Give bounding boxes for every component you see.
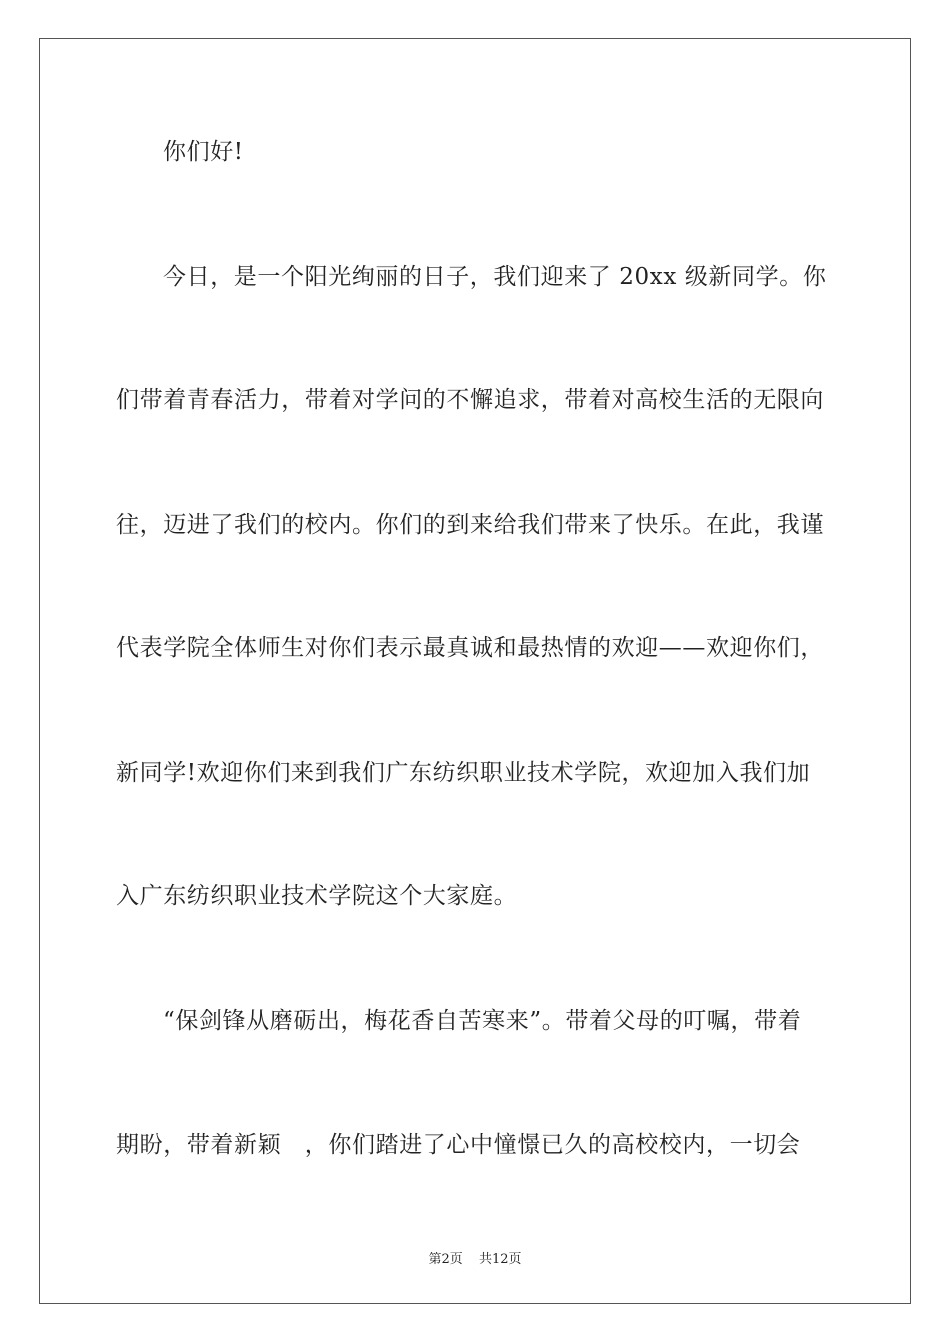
page-frame <box>39 38 911 1304</box>
paragraph-line: 入广东纺织职业技术学院这个大家庭。 <box>116 883 518 909</box>
greeting-line: 你们好! <box>163 139 244 165</box>
page-footer <box>0 1248 950 1267</box>
paragraph-line: 新同学!欢迎你们来到我们广东纺织职业技术学院，欢迎加入我们加 <box>116 760 811 786</box>
paragraph-line: 期盼，带着新颖 ，你们踏进了心中憧憬已久的高校校内，一切会 <box>116 1132 801 1158</box>
page-number: 第2页 <box>428 1252 463 1267</box>
paragraph-line: 今日，是一个阳光绚丽的日子，我们迎来了 20xx 级新同学。你 <box>163 264 827 290</box>
paragraph-line: “保剑锋从磨砺出，梅花香自苦寒来”。带着父母的叮嘱，带着 <box>163 1008 802 1034</box>
paragraph-line: 们带着青春活力，带着对学问的不懈追求，带着对高校生活的无限向 <box>116 387 824 413</box>
paragraph-line: 代表学院全体师生对你们表示最真诚和最热情的欢迎——欢迎你们， <box>116 635 824 661</box>
paragraph-line: 往，迈进了我们的校内。你们的到来给我们带来了快乐。在此，我谨 <box>116 512 824 538</box>
page-total: 共12页 <box>478 1252 522 1267</box>
